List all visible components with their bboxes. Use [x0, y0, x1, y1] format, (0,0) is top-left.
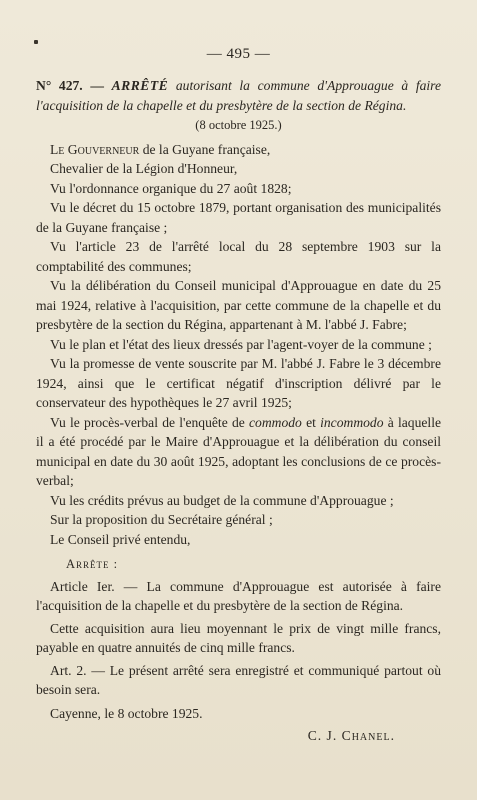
paragraph-vu-proces-verbal: [36, 413, 441, 491]
article-2: Art. 2. — Le présent arrêté sera enregistré et communiqué partout où besoin sera.: [36, 662, 441, 697]
article-1: Article Ier. — La commune d'Approuague est autorisée à faire l'acquisition de la chapelle et du presbytère de la section de Régina.: [36, 578, 441, 613]
signature-place-date: Cayenne, le 8 octobre 1925.: [50, 705, 203, 721]
document-body: [36, 76, 442, 743]
signature-name: C. J. Chanel.: [307, 727, 395, 743]
pv-incommodo: incommodo: [320, 414, 384, 430]
pv-text-a: Vu le procès-verbal de l'enquête de: [50, 414, 249, 430]
paragraph-proposition: Sur la proposition du Secrétaire général ;: [50, 512, 273, 527]
paragraph-conseil: Le Conseil privé entendu,: [50, 531, 191, 547]
paragraph-vu-plan: Vu le plan et l'état des lieux dressés par l'agent-voyer de la commune ;: [50, 336, 432, 352]
decree-date: (8 octobre 1925.): [195, 118, 282, 132]
article-1-price: Cette acquisition aura lieu moyennant le prix de vingt mille francs, payable en quatre annuités de cinq mille francs.: [36, 620, 441, 655]
ink-mark: [34, 40, 38, 44]
decree-number: N° 427. —: [36, 78, 104, 93]
pv-text-c: à laquelle il a été procédé par le Maire d'Approuague et la délibération du conseil municipal en date du 30 août 1925, adoptant les conclusions de ce procès-verbal;: [36, 414, 442, 488]
governor-title-rest: de la Guyane française,: [139, 141, 271, 157]
arrete-label: Arrête :: [66, 557, 119, 571]
paragraph-vu-promesse: Vu la promesse de vente souscrite par M. l'abbé J. Fabre le 3 décembre 1924, ainsi que le certificat négatif d'inscription délivré par le conservateur des hypothèques le 27 avril 1925;: [36, 356, 441, 410]
pv-text-b: et: [301, 414, 321, 430]
paragraph-vu-credits: Vu les crédits prévus au budget de la commune d'Approuague ;: [50, 492, 394, 508]
paragraph-governor: [36, 140, 441, 160]
page-number: — 495 —: [206, 46, 271, 62]
paragraph-vu-deliberation: Vu la délibération du Conseil municipal d'Approuague en date du 25 mai 1924, relative à l'acquisition, par cette commune de la chapelle et du presbytère de la section du Régina, appartenant à M. l'abbé J. Fabre;: [36, 278, 441, 332]
paragraph-vu-ordonnance: Vu l'ordonnance organique du 27 août 1828;: [50, 180, 292, 196]
decree-title-lead: ARRÊTÉ: [111, 78, 169, 93]
signature-block: [36, 704, 441, 743]
paragraph-vu-article: Vu l'article 23 de l'arrêté local du 28 septembre 1903 sur la comptabilité des communes;: [36, 239, 441, 274]
decree-title-rest: autorisant la commune d'Approuague à faire l'acquisition de la chapelle et du presbytère de la section de Régina.: [36, 78, 441, 113]
paragraph-chevalier: Chevalier de la Légion d'Honneur,: [50, 161, 238, 176]
governor-title: Le Gouverneur: [50, 141, 140, 157]
decree-heading: [36, 76, 441, 115]
pv-commodo: commodo: [249, 414, 302, 430]
paragraph-vu-decret: Vu le décret du 15 octobre 1879, portant organisation des municipalités de la Guyane française ;: [36, 200, 441, 235]
